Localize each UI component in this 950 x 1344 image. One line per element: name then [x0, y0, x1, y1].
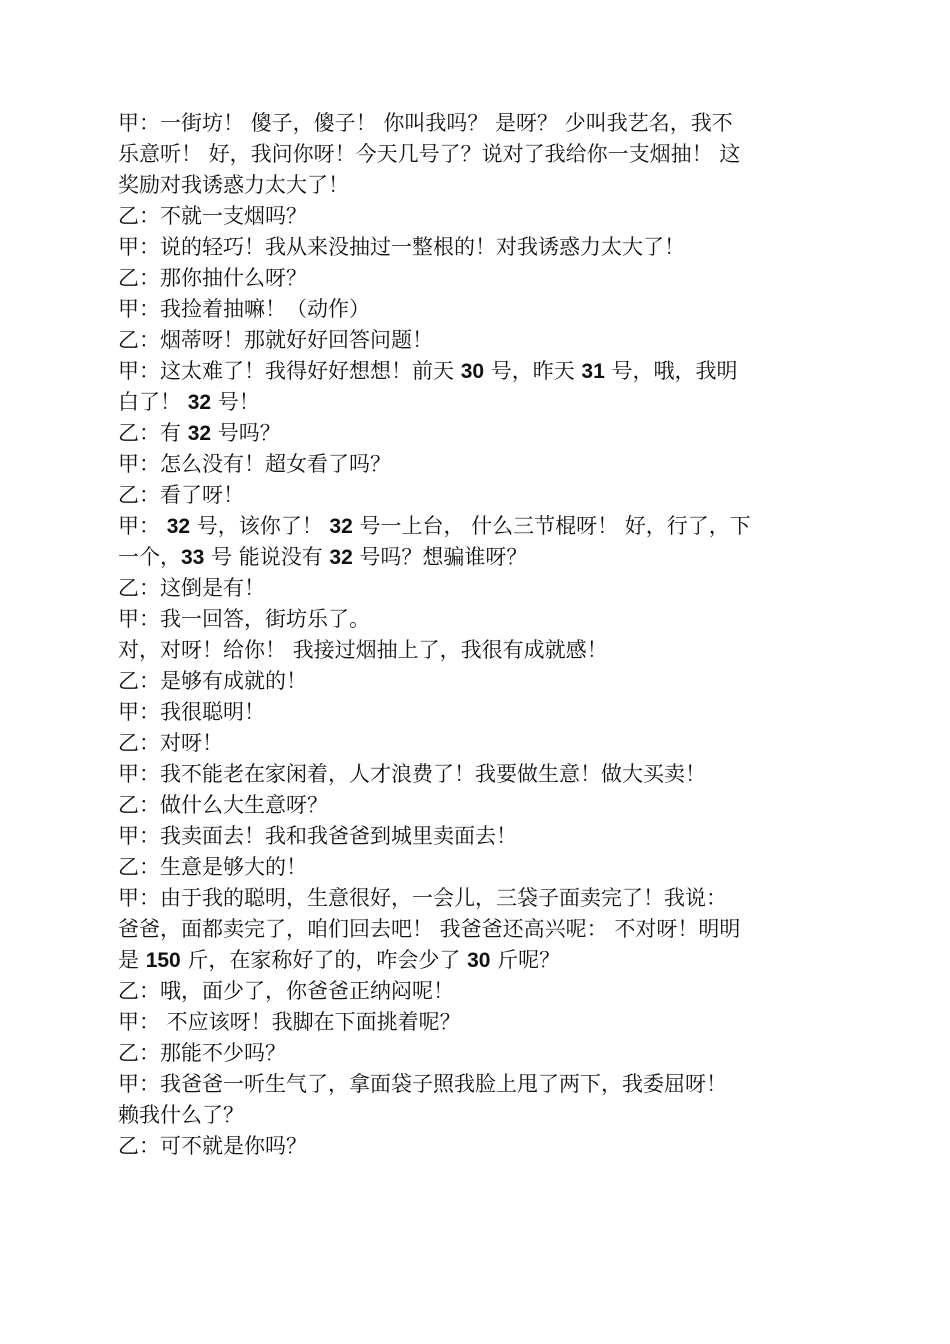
dialogue-text: 甲：由于我的聪明，生意很好，一会儿，三袋子面卖完了！我说：: [118, 886, 727, 910]
dialogue-line: [118, 635, 838, 666]
dialogue-text: 号，该你了！: [190, 514, 330, 538]
dialogue-text: 赖我什么了？: [118, 1103, 244, 1127]
dialogue-text: 乙：这倒是有！: [118, 576, 265, 600]
dialogue-text: 甲：我卖面去！我和我爸爸到城里卖面去！: [118, 824, 517, 848]
dialogue-text: 号一上台， 什么三节棍呀！ 好，行了，下: [352, 514, 751, 538]
dialogue-line: [118, 604, 838, 635]
dialogue-text: 甲：一街坊！ 傻子，傻子！ 你叫我吗？ 是呀？ 少叫我艺名，我不: [118, 111, 733, 135]
dialogue-text: 乙：那能不少吗？: [118, 1041, 286, 1065]
dialogue-line: [118, 170, 838, 201]
dialogue-line: [118, 1038, 838, 1069]
dialogue-line: [118, 666, 838, 697]
dialogue-text: 号，哦，我明: [604, 359, 738, 383]
dialogue-text: 乙：是够有成就的！: [118, 669, 307, 693]
dialogue-line: [118, 883, 838, 914]
dialogue-text: 甲：: [118, 514, 167, 538]
dialogue-text: 白了！: [118, 390, 188, 414]
dialogue-line: [118, 263, 838, 294]
dialogue-line: [118, 914, 838, 945]
dialogue-text: 乙：做什么大生意呀？: [118, 793, 328, 817]
dialogue-number: 32: [187, 422, 212, 445]
dialogue-line: [118, 852, 838, 883]
dialogue-line: [118, 139, 838, 170]
dialogue-line: [118, 418, 838, 449]
dialogue-line: [118, 1100, 838, 1131]
dialogue-line: [118, 1131, 838, 1162]
dialogue-line: [118, 294, 838, 325]
dialogue-text: 乙：烟蒂呀！那就好好回答问题！: [118, 328, 433, 352]
dialogue-text: 是: [118, 948, 146, 972]
dialogue-text: 乙：哦，面少了，你爸爸正纳闷呢！: [118, 979, 454, 1003]
dialogue-number: 32: [166, 515, 191, 538]
dialogue-number: 30: [467, 949, 491, 972]
dialogue-text: 斤呢？: [490, 948, 561, 972]
dialogue-line: [118, 542, 838, 573]
dialogue-line: [118, 232, 838, 263]
dialogue-text: 甲：我很聪明！: [118, 700, 265, 724]
dialogue-line: [118, 573, 838, 604]
dialogue-line: [118, 356, 838, 387]
dialogue-text: 乐意听！ 好，我问你呀！今天几号了？说对了我给你一支烟抽！ 这: [118, 142, 741, 166]
dialogue-text: 乙：有: [118, 421, 188, 445]
dialogue-number: 30: [460, 360, 485, 383]
dialogue-text: 甲：怎么没有！超女看了吗？: [118, 452, 391, 476]
dialogue-line: [118, 325, 838, 356]
dialogue-line: [118, 449, 838, 480]
dialogue-line: [118, 1007, 838, 1038]
dialogue-text: 甲：我一回答，街坊乐了。: [118, 607, 370, 631]
dialogue-text: 乙：可不就是你吗？: [118, 1134, 307, 1158]
dialogue-text: 乙：那你抽什么呀？: [118, 266, 307, 290]
dialogue-number: 150: [145, 949, 181, 972]
dialogue-number: 32: [187, 391, 212, 414]
dialogue-number: 33: [181, 546, 205, 569]
dialogue-text: 乙：不就一支烟吗？: [118, 204, 307, 228]
dialogue-text: 甲：说的轻巧！我从来没抽过一整根的！对我诱惑力太大了！: [118, 235, 685, 259]
dialogue-line: [118, 697, 838, 728]
dialogue-text: 号，昨天: [484, 359, 582, 383]
dialogue-line: [118, 821, 838, 852]
dialogue-document: [118, 108, 838, 1162]
dialogue-line: [118, 976, 838, 1007]
dialogue-text: 甲：我捡着抽嘛！（动作）: [118, 297, 370, 321]
dialogue-text: 号吗？: [211, 421, 281, 445]
dialogue-text: 号！: [211, 390, 260, 414]
dialogue-number: 31: [581, 360, 605, 383]
dialogue-text: 号吗？想骗谁呀？: [352, 545, 528, 569]
dialogue-number: 32: [329, 515, 353, 538]
dialogue-text: 奖励对我诱惑力太大了！: [118, 173, 349, 197]
dialogue-text: 爸爸，面都卖完了，咱们回去吧！ 我爸爸还高兴呢： 不对呀！明明: [118, 917, 741, 941]
dialogue-line: [118, 511, 838, 542]
dialogue-text: 对，对呀！给你！ 我接过烟抽上了，我很有成就感！: [118, 638, 608, 662]
dialogue-line: [118, 728, 838, 759]
dialogue-text: 甲： 不应该呀！我脚在下面挑着呢？: [118, 1010, 461, 1034]
dialogue-text: 甲：这太难了！我得好好想想！前天: [118, 359, 461, 383]
dialogue-text: 号 能说没有: [204, 545, 330, 569]
dialogue-line: [118, 790, 838, 821]
dialogue-text: 乙：对呀！: [118, 731, 223, 755]
dialogue-text: 甲：我不能老在家闲着，人才浪费了！我要做生意！做大买卖！: [118, 762, 706, 786]
dialogue-text: 乙：看了呀！: [118, 483, 244, 507]
dialogue-text: 甲：我爸爸一听生气了，拿面袋子照我脸上甩了两下，我委屈呀！: [118, 1072, 727, 1096]
dialogue-text: 斤，在家称好了的，咋会少了: [180, 948, 468, 972]
dialogue-number: 32: [329, 546, 353, 569]
dialogue-text: 乙：生意是够大的！: [118, 855, 307, 879]
dialogue-line: [118, 1069, 838, 1100]
dialogue-line: [118, 759, 838, 790]
dialogue-line: [118, 387, 838, 418]
dialogue-text: 一个，: [118, 545, 181, 569]
dialogue-line: [118, 108, 838, 139]
dialogue-line: [118, 480, 838, 511]
dialogue-line: [118, 945, 838, 976]
dialogue-line: [118, 201, 838, 232]
